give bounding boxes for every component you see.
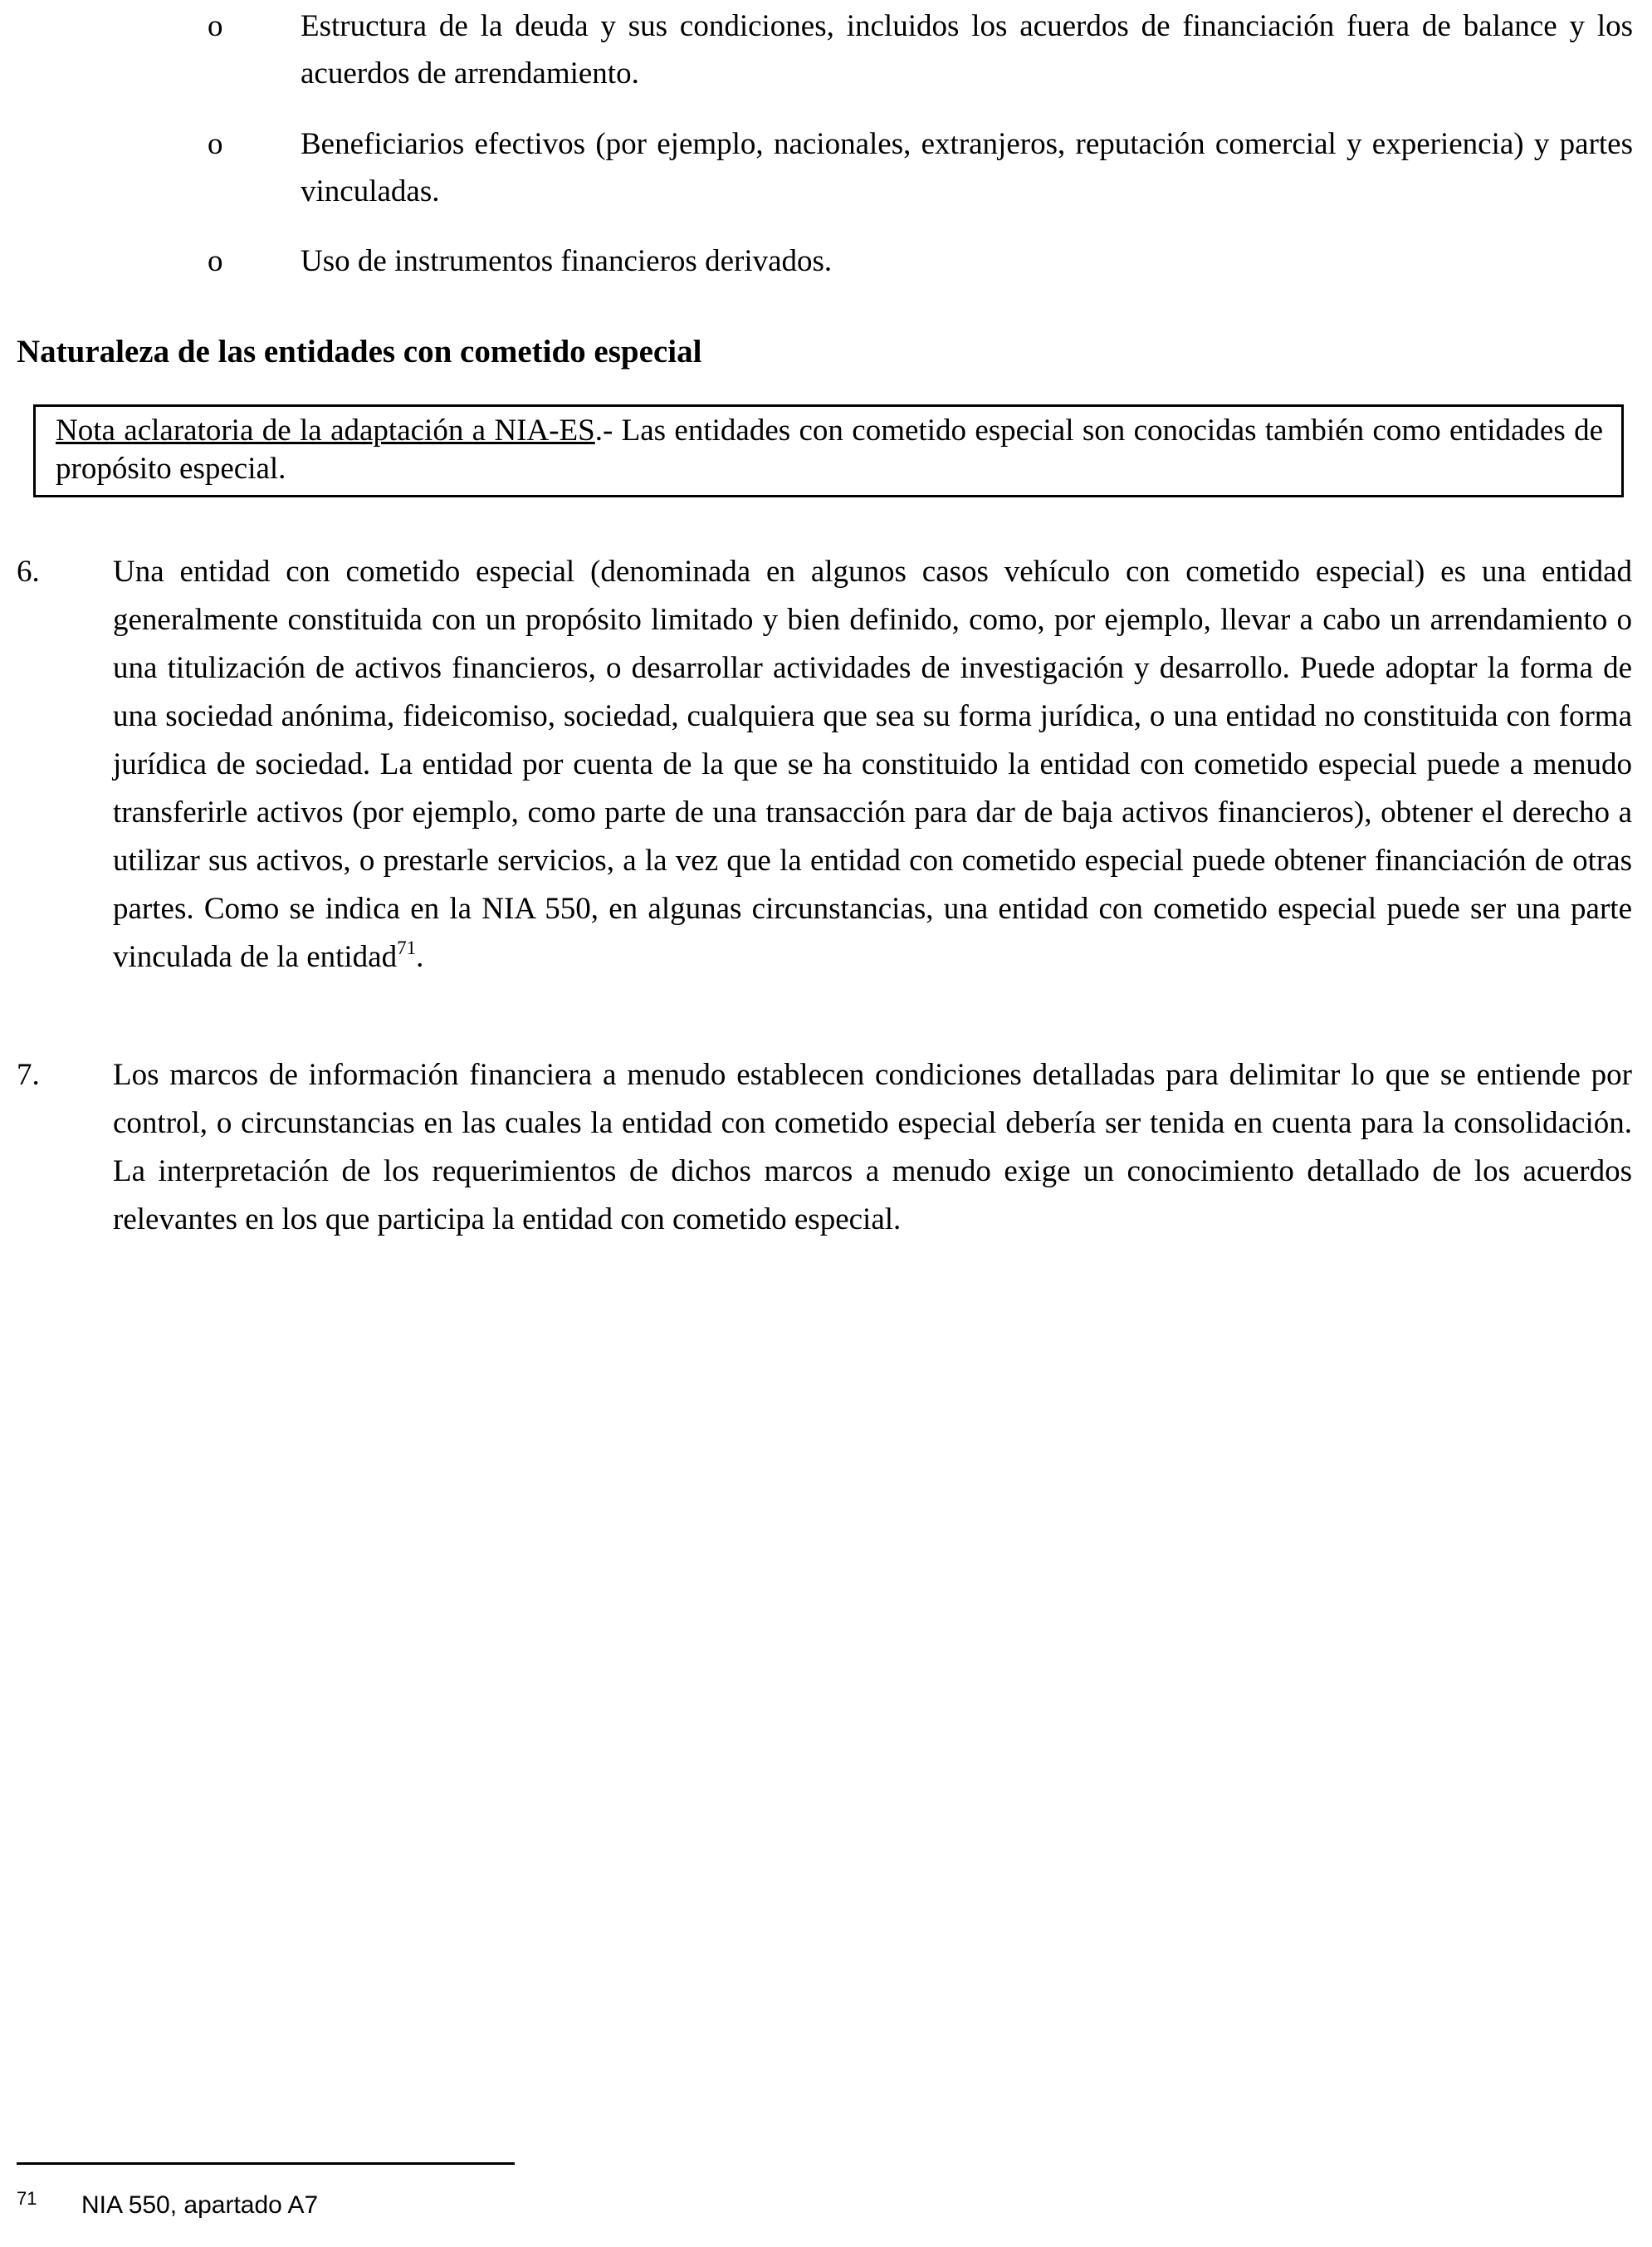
footnote-text: NIA 550, apartado A7 [81, 2191, 319, 2219]
bullet-text: Estructura de la deuda y sus condiciones, incluidos los acuerdos de financiación fuera de balance y los acuerdos de arrendamiento. [301, 9, 1633, 91]
bullet-marker: o [208, 244, 223, 278]
paragraph-text [113, 548, 1632, 982]
bullet-marker: o [208, 127, 223, 161]
paragraph-number: 6. [17, 555, 40, 589]
paragraph-tail: . [416, 940, 424, 974]
explanatory-note-box [33, 404, 1624, 497]
footnote-reference[interactable]: 71 [397, 937, 417, 958]
paragraph-body: Una entidad con cometido especial (denominada en algunos casos vehículo con cometido especial) es una entidad generalmente constituida con un propósito limitado y bien definido, como, por ejemplo, llevar a cabo un arrendamiento o una titulización de activos financieros, o desarrollar actividades de investigación y desarrollo. Puede adoptar la forma de una sociedad anónima, fideicomiso, sociedad, cualquiera que sea su forma jurídica, o una entidad no constituida con forma jurídica de sociedad. La entidad por cuenta de la que se ha constituido la entidad con cometido especial puede a menudo transferirle activos (por ejemplo, como parte de una transacción para dar de baja activos financieros), obtener el derecho a utilizar sus activos, o prestarle servicios, a la vez que la entidad con cometido especial puede obtener financiación de otras partes. Como se indica en la NIA 550, en algunas circunstancias, una entidad con cometido especial puede ser una parte vinculada de la entidad [113, 555, 1632, 974]
paragraph-text: Los marcos de información financiera a menudo establecen condiciones detalladas para delimitar lo que se entiende por control, o circunstancias en las cuales la entidad con cometido especial debería ser tenida en cuenta para la consolidación. La interpretación de los requerimientos de dichos marcos a menudo exige un conocimiento detallado de los acuerdos relevantes en los que participa la entidad con cometido especial. [113, 1058, 1632, 1236]
footnote-divider [17, 2162, 515, 2165]
paragraph-number: 7. [17, 1058, 40, 1092]
bullet-marker: o [208, 9, 223, 43]
note-label: Nota aclaratoria de la adaptación a NIA-ES [56, 414, 595, 448]
note-text: .- Las entidades con cometido especial son conocidas también como entidades de propósito especial. [56, 414, 1603, 486]
footnote-number: 71 [17, 2188, 37, 2209]
bullet-text: Uso de instrumentos financieros derivados. [301, 244, 833, 278]
bullet-text: Beneficiarios efectivos (por ejemplo, nacionales, extranjeros, reputación comercial y experiencia) y partes vinculadas. [301, 127, 1633, 208]
section-heading: Naturaleza de las entidades con cometido especial [17, 334, 702, 370]
